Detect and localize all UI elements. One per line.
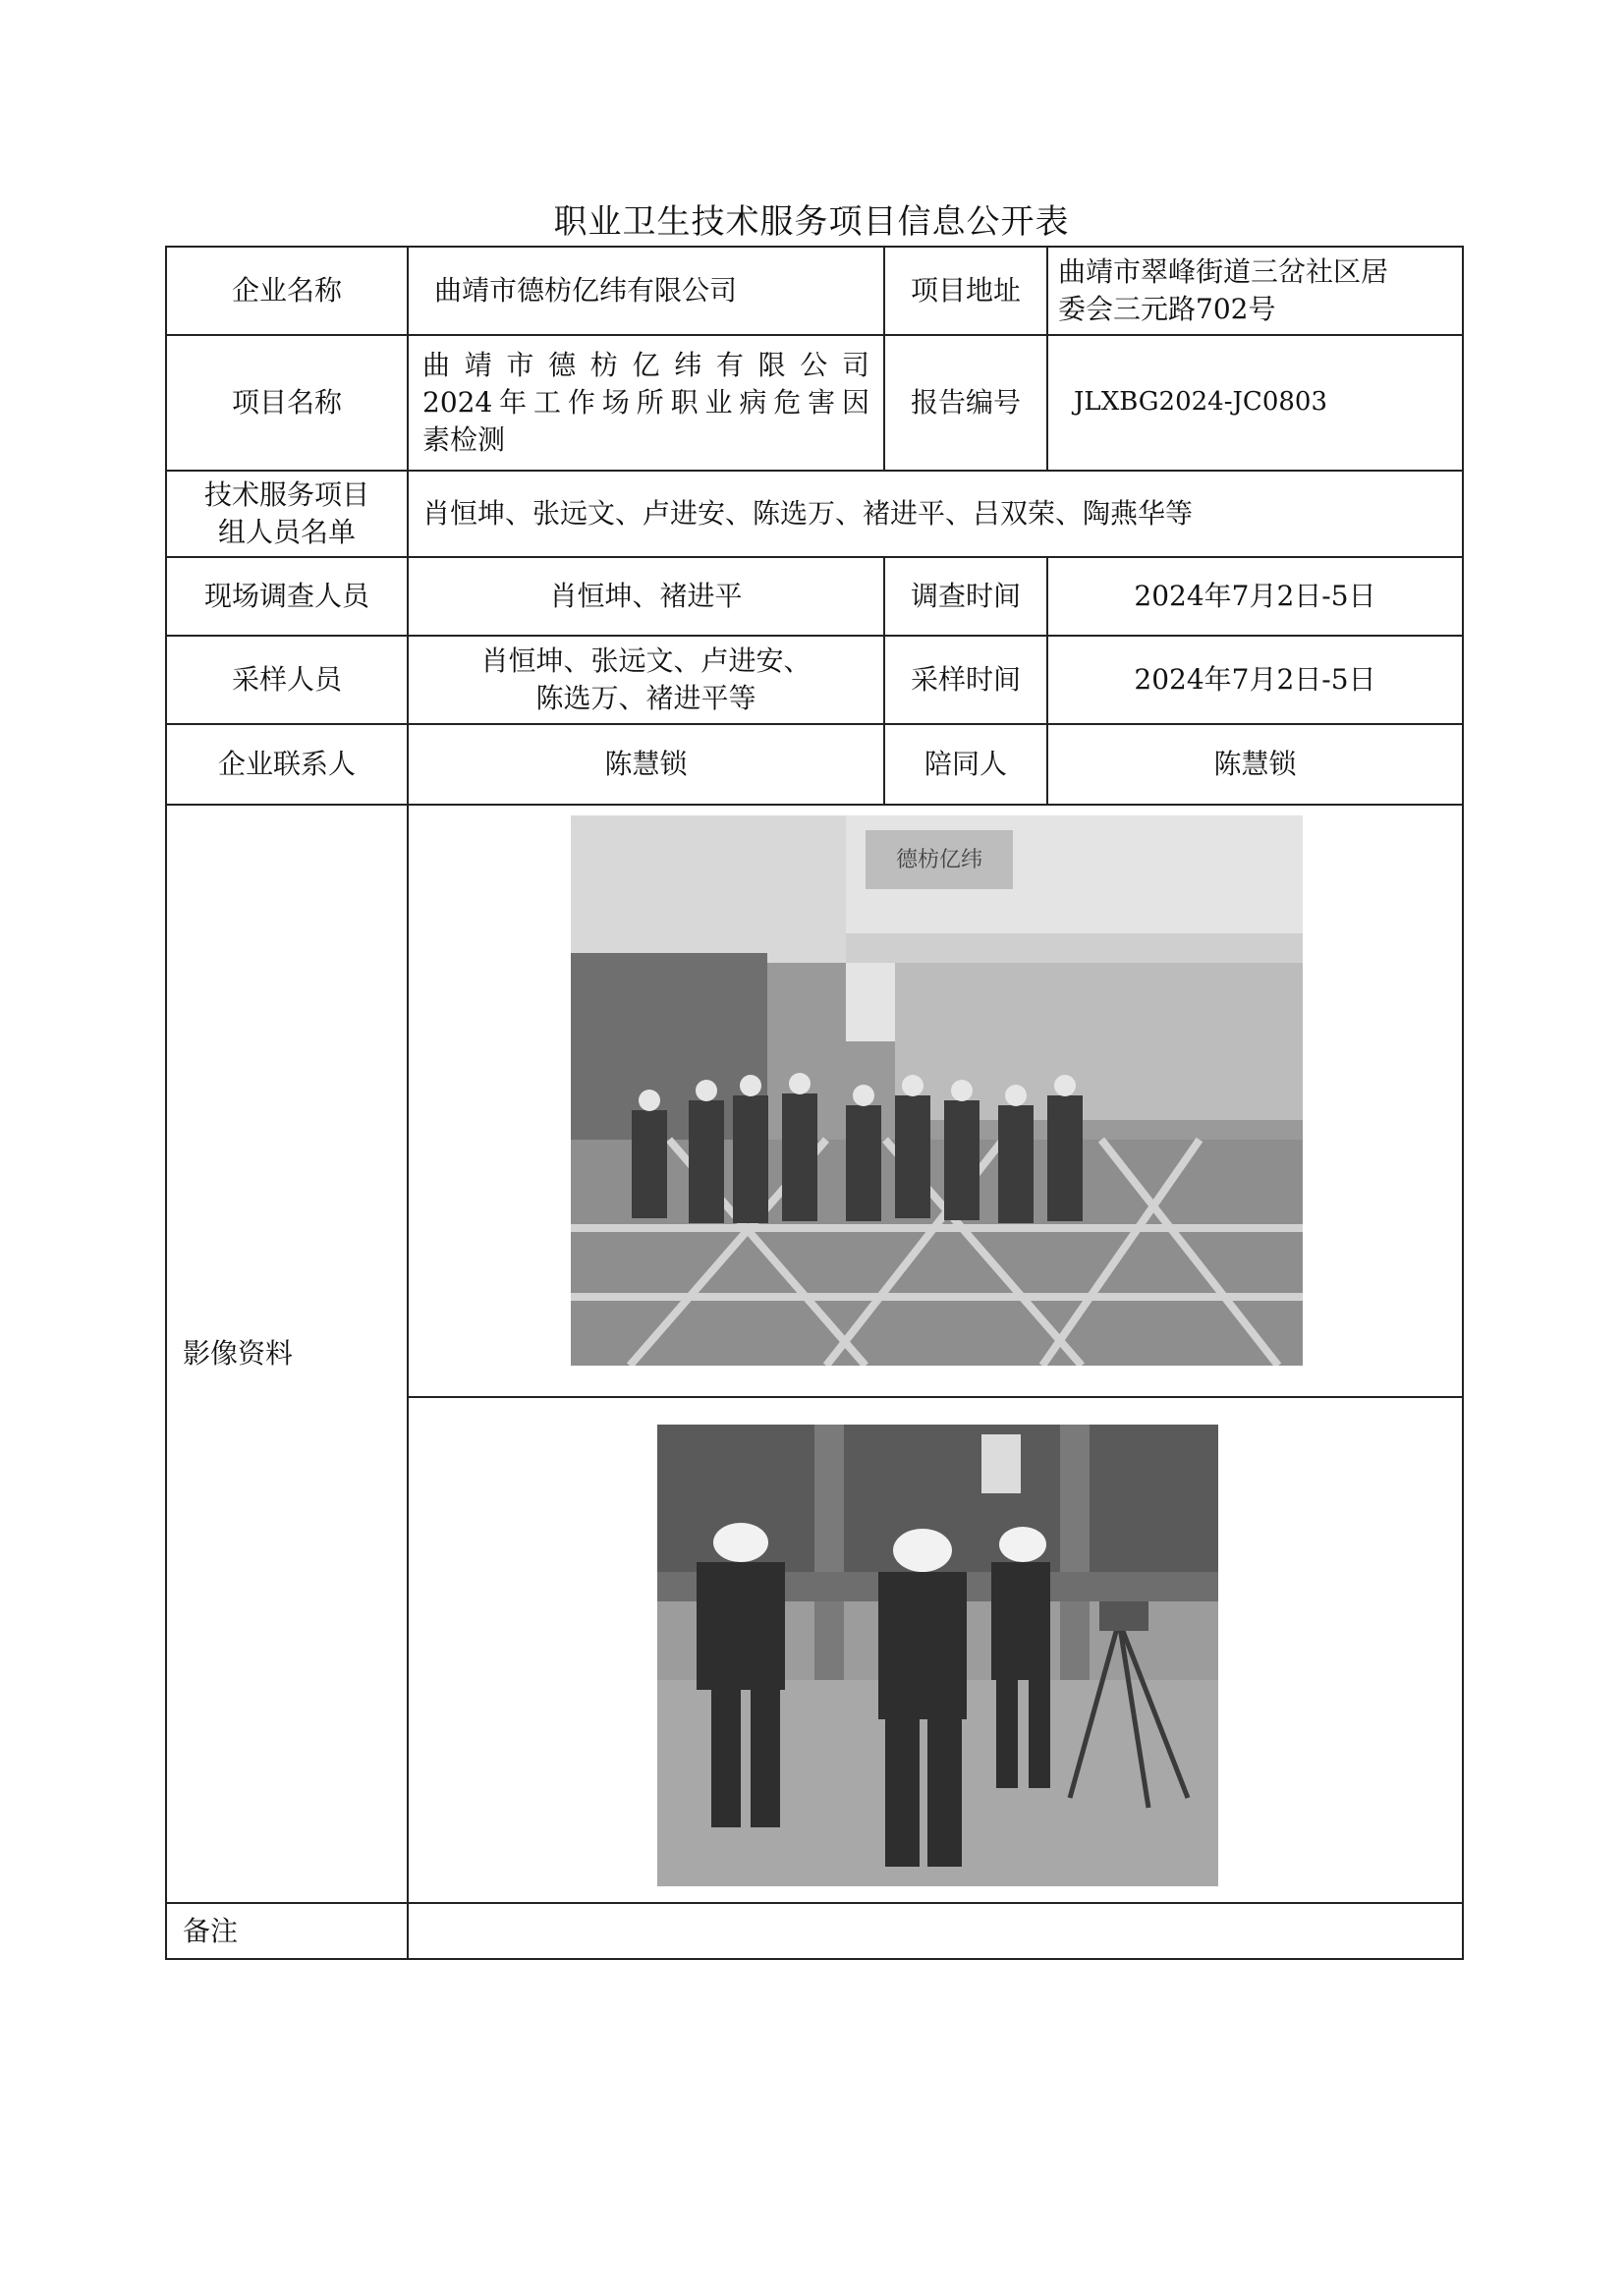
project-name-label: 项目名称 — [166, 335, 408, 471]
company-name-value: 曲靖市德枋亿纬有限公司 — [408, 247, 884, 335]
contact-label: 企业联系人 — [166, 724, 408, 805]
team-label-line2: 组人员名单 — [217, 516, 356, 548]
photo-group-icon — [571, 815, 1303, 1366]
photo-cell-2 — [408, 1397, 1463, 1903]
project-name-line2: 2024年工作场所职业病危害因 — [422, 386, 869, 420]
page-title: 职业卫生技术服务项目信息公开表 — [553, 202, 1070, 242]
project-address-line1: 曲靖市翠峰街道三岔社区居 — [1058, 255, 1389, 289]
group-photo — [571, 815, 1303, 1366]
project-name-value — [408, 335, 884, 471]
images-label: 影像资料 — [166, 805, 408, 1903]
project-address-label: 项目地址 — [884, 247, 1047, 335]
project-name-line1: 曲靖市德枋亿纬有限公司 — [422, 349, 869, 382]
sampling-staff-line2: 陈选万、褚进平等 — [535, 682, 756, 714]
team-value: 肖恒坤、张远文、卢进安、陈选万、褚进平、吕双荣、陶燕华等 — [408, 471, 1463, 557]
row-team — [166, 471, 1463, 557]
survey-time-label: 调查时间 — [884, 557, 1047, 636]
survey-staff-label: 现场调查人员 — [166, 557, 408, 636]
company-name-label: 企业名称 — [166, 247, 408, 335]
row-project — [166, 335, 1463, 471]
row-sampling — [166, 636, 1463, 724]
row-survey — [166, 557, 1463, 636]
survey-staff-value: 肖恒坤、褚进平 — [408, 557, 884, 636]
photo-sampling-icon — [657, 1425, 1218, 1886]
sampling-staff-value — [408, 636, 884, 724]
project-address-line2: 委会三元路702号 — [1058, 293, 1276, 325]
report-no-label: 报告编号 — [884, 335, 1047, 471]
sampling-time-label: 采样时间 — [884, 636, 1047, 724]
survey-time-value: 2024年7月2日-5日 — [1047, 557, 1463, 636]
sampling-photo — [657, 1425, 1218, 1886]
photo-sign-text: 德枋亿纬 — [895, 848, 983, 872]
project-address-value — [1047, 247, 1463, 335]
report-no-value: JLXBG2024-JC0803 — [1047, 335, 1463, 471]
remarks-value — [408, 1903, 1463, 1959]
sampling-time-value: 2024年7月2日-5日 — [1047, 636, 1463, 724]
team-label-line1: 技术服务项目 — [203, 478, 369, 512]
row-contact — [166, 724, 1463, 805]
contact-value: 陈慧锁 — [408, 724, 884, 805]
sampling-staff-label: 采样人员 — [166, 636, 408, 724]
companion-label: 陪同人 — [884, 724, 1047, 805]
row-remarks — [166, 1903, 1463, 1959]
sampling-staff-line1: 肖恒坤、张远文、卢进安、 — [480, 644, 812, 678]
remarks-label: 备注 — [166, 1903, 408, 1959]
companion-value: 陈慧锁 — [1047, 724, 1463, 805]
info-table — [165, 246, 1464, 1960]
row-images-1 — [166, 805, 1463, 1397]
project-name-line3: 素检测 — [422, 422, 506, 456]
row-company — [166, 247, 1463, 335]
photo-cell-1 — [408, 805, 1463, 1397]
team-label — [166, 471, 408, 557]
